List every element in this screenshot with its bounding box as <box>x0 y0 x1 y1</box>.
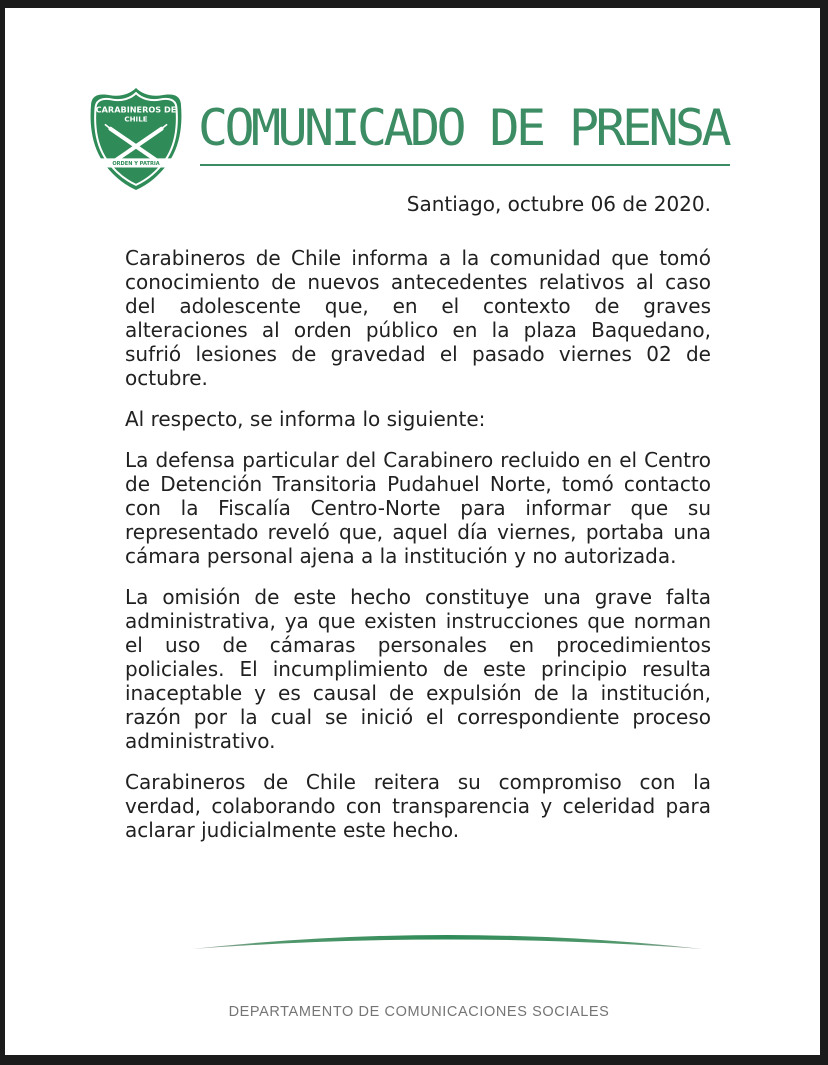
date-line: Santiago, octubre 06 de 2020. <box>406 192 711 216</box>
press-release-page <box>5 8 820 1055</box>
logo-text-carabineros: CARABINEROS DE <box>95 104 177 115</box>
body-paragraph: Al respecto, se informa lo siguiente: <box>125 407 486 431</box>
body-paragraph: La omisión de este hecho constituye una grave falta administrativa, ya que existen instrucciones que norman el uso de cámaras personales en procedimientos policiales. El incumplimiento de este principio resulta inaceptable y es causal de expulsión de la institución, razón por la cual se inició el correspondiente proceso administrativo. <box>125 585 711 753</box>
logo-text-chile: CHILE <box>124 114 148 124</box>
body-paragraph: Carabineros de Chile reitera su compromiso con la verdad, colaborando con transparencia y celeridad para aclarar judicialmente este hecho. <box>125 770 711 842</box>
body-paragraph: Carabineros de Chile informa a la comunidad que tomó conocimiento de nuevos antecedentes relativos al caso del adolescente que, en el contexto de graves alteraciones al orden público en la plaza Baquedano, sufrió lesiones de gravedad el pasado viernes 02 de octubre. <box>125 246 711 390</box>
body-paragraph: La defensa particular del Carabinero recluido en el Centro de Detención Transitoria Pudahuel Norte, tomó contacto con la Fiscalía Centro-Norte para informar que su representado reveló que, aquel día viernes, portaba una cámara personal ajena a la institución y no autorizada. <box>125 448 711 568</box>
logo-banner-text: ORDEN Y PATRIA <box>112 160 160 167</box>
swoosh-divider <box>190 929 705 955</box>
title-underline <box>200 164 730 166</box>
footer-department: DEPARTAMENTO DE COMUNICACIONES SOCIALES <box>228 1004 610 1020</box>
page-title: COMUNICADO DE PRENSA <box>198 99 729 157</box>
logo-shield <box>91 88 182 190</box>
carabineros-logo <box>83 84 189 194</box>
body-text <box>125 246 711 859</box>
